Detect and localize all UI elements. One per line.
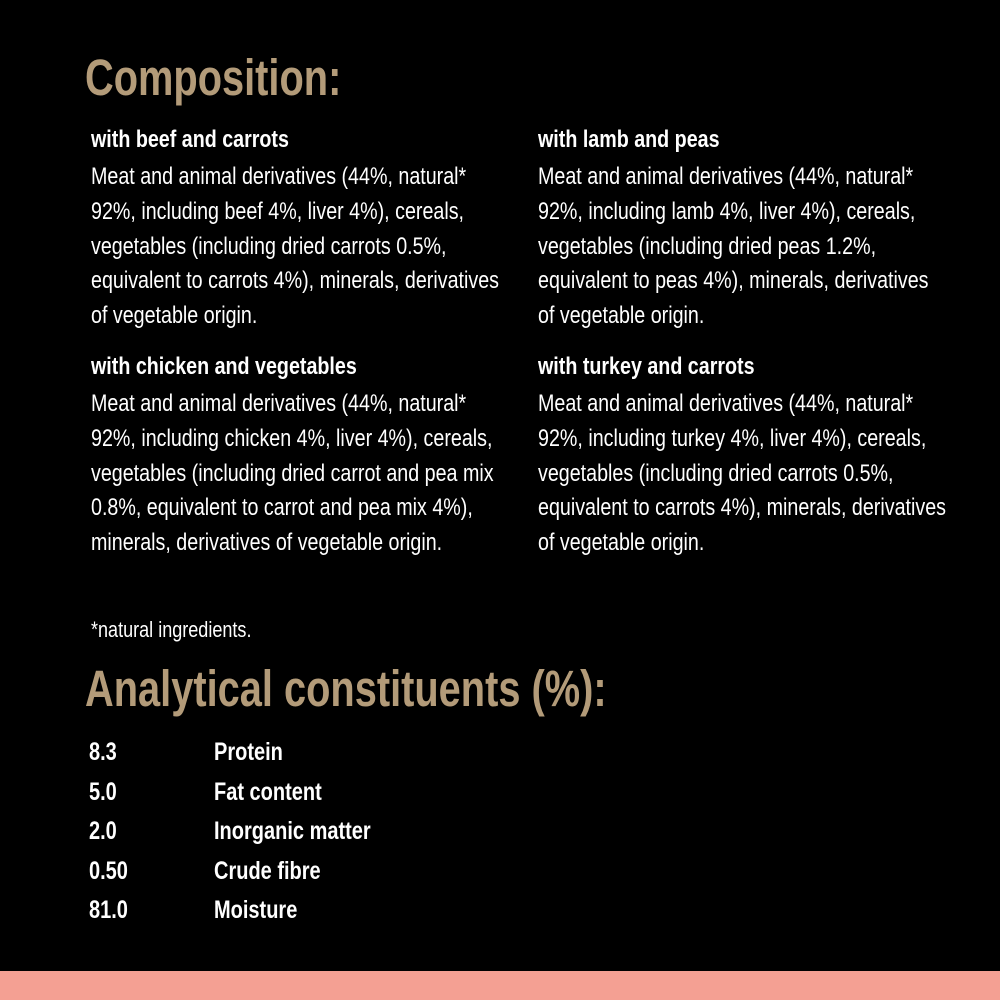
constituent-label: Inorganic matter [214,817,371,846]
recipe-body: Meat and animal derivatives (44%, natural* 92%, including beef 4%, liver 4%), cereals, vegetables (including dried carrots 0.5%, equivalent to carrots 4%), minerals, derivatives of vegetable origin. [91,163,499,330]
recipe-body: Meat and animal derivatives (44%, natural* 92%, including chicken 4%, liver 4%), cereals, vegetables (including dried carrot and pea mix 0.8%, equivalent to carrot and pea mix 4%), minerals, derivatives of vegetable origin. [91,390,494,557]
constituent-row-inorganic [89,813,589,853]
recipe-turkey-carrots [538,352,948,561]
recipe-chicken-vegetables [91,352,501,561]
constituent-value: 2.0 [89,817,117,846]
analytical-constituents-table [89,734,589,932]
analytical-constituents-heading: Analytical constituents (%): [85,660,607,717]
constituent-label: Fat content [214,777,322,806]
composition-heading: Composition: [85,49,342,106]
recipe-beef-carrots [91,125,501,334]
constituent-value: 8.3 [89,738,117,766]
constituent-row-protein [89,734,589,774]
constituent-row-fat [89,774,589,814]
bottom-color-band [0,971,1000,1000]
constituent-value: 0.50 [89,856,128,885]
recipe-body: Meat and animal derivatives (44%, natural* 92%, including lamb 4%, liver 4%), cereals, vegetables (including dried peas 1.2%, equivalent to peas 4%), minerals, derivatives of vegetable origin. [538,163,929,330]
constituent-value: 5.0 [89,777,117,806]
natural-ingredients-footnote: *natural ingredients. [91,617,252,642]
recipe-body: Meat and animal derivatives (44%, natural* 92%, including turkey 4%, liver 4%), cereals, vegetables (including dried carrots 0.5%, equivalent to carrots 4%), minerals, derivatives of vegetable origin. [538,390,946,557]
constituent-value: 81.0 [89,896,128,925]
recipe-lamb-peas [538,125,948,334]
constituent-label: Crude fibre [214,856,321,885]
recipe-title: with chicken and vegetables [91,353,357,380]
constituent-row-fibre [89,853,589,893]
recipe-title: with lamb and peas [538,126,720,153]
constituent-label: Moisture [214,896,298,925]
recipe-title: with beef and carrots [91,126,289,153]
recipe-title: with turkey and carrots [538,353,755,380]
constituent-label: Protein [214,738,283,766]
constituent-row-moisture [89,892,589,932]
